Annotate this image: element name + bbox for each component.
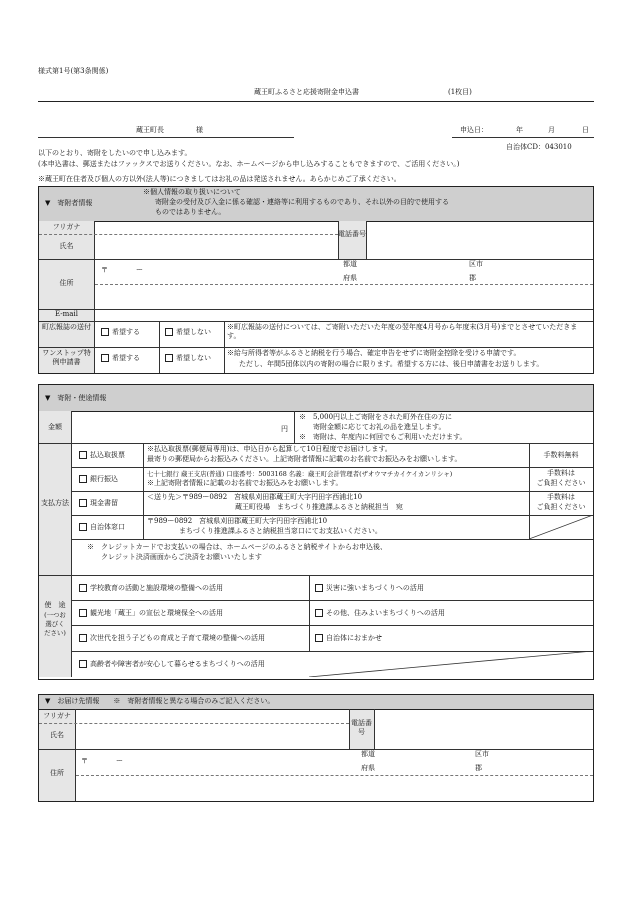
furigana-label: フリガナ [52,223,81,231]
address-todofu: 都道 [343,260,357,268]
checkbox-icon[interactable] [165,354,173,362]
usage-label-4: ださい) [44,629,66,637]
delivery-todofu: 都道 [361,750,375,758]
amount-note-2: 寄附金額に応じてお礼の品を進呈します。 [313,423,446,431]
donation-section [38,384,594,680]
method-desc-1b: 最寄りの郵便局からお振込みください。上記寄附者情報に記載のお名前でお振込みをお願いします。 [147,455,462,463]
delivery-fuken: 府県 [361,764,375,772]
checkbox-icon[interactable] [79,584,87,592]
delivery-gun: 郡 [475,764,482,772]
method-municipal-counter[interactable]: 自治体窓口 [79,523,125,532]
delivery-section [38,694,594,802]
onestop-note-2: ただし、年間5団体以内の寄附の場合に限ります。希望する方には、後日申請書をお送りします。 [239,360,544,368]
newsletter-note: ※町広報誌の送付については、ご寄附いただいた年度の翌年度4月号から年度末(3月号)までとさせていただきます。 [227,323,578,341]
usage-label-3: 選びく [45,620,65,628]
addressee-rule [38,137,294,138]
usage-option-municipality[interactable]: 自治体におまかせ [315,634,382,643]
date-year[interactable]: 年 [516,126,523,134]
furigana-field[interactable] [95,221,337,233]
card-note-1: ※ クレジットカードでお支払いの場合は、ホームページのふるさと納税サイトからお申込後、 [87,543,387,551]
phone-field[interactable] [367,221,593,259]
checkbox-icon[interactable] [315,584,323,592]
delivery-phone-label: 電話番号 [351,719,372,737]
intro-line-1: 以下のとおり、寄附をしたいので申し込みます。 [38,149,192,157]
address-label: 住所 [59,279,74,287]
addressee: 蔵王町長 [136,126,164,134]
checkbox-icon[interactable] [315,609,323,617]
delivery-postal-code[interactable]: 〒 ー [81,757,123,765]
page-indicator: (1枚目) [448,88,472,96]
municipality-code: 自治体CD：043010 [506,143,572,151]
amount-field[interactable] [72,411,292,443]
postal-code[interactable]: 〒 ー [101,266,143,274]
delivery-furigana-field[interactable] [76,709,348,721]
method-desc-4b: まちづくり推進課ふるさと納税担当窓口にてお支払いください。 [179,527,382,535]
onestop-label: ワンストップ特例申請書 [42,349,91,367]
checkbox-icon[interactable] [79,634,87,642]
date-label: 申込日： [460,126,488,134]
address-kushi: 区市 [469,260,483,268]
delivery-kushi: 区市 [475,750,489,758]
donation-header-band [39,385,593,412]
delivery-heading: ▼ お届け先情報 ※ 寄附者情報と異なる場合のみご記入ください。 [45,697,275,705]
phone-label: 電話番号 [338,230,366,238]
checkbox-icon[interactable] [101,328,109,336]
yen-label: 円 [281,425,288,433]
fee-2b: ご負担ください [536,479,586,487]
method-desc-3a: ＜送り先＞〒989ー0892 宮城県刈田郡蔵王町大字円田字西浦北10 [147,493,363,501]
checkbox-icon[interactable] [79,523,87,531]
privacy-text-2: ものではありません。 [155,208,226,216]
privacy-title: ※個人情報の取り扱いについて [143,188,241,196]
usage-option-childcare[interactable]: 次世代を担う子どもの育成と子育て環境の整備への活用 [79,634,265,643]
phone-label-cell [338,221,366,259]
usage-empty-slash [309,651,593,677]
email-label: E-mail [55,310,78,318]
address-gun: 郡 [469,274,476,282]
method-bank-transfer[interactable]: 銀行振込 [79,475,118,484]
method-desc-2a: 七十七銀行 蔵王支店(普通) 口座番号：5003168 名義：蔵王町会計管理者(ザオウマチカイケイカンリシャ) [147,470,453,478]
onestop-note-1: ※給与所得者等がふるさと納税を行う場合、確定申告をせずに寄附金控除を受ける申請です。 [227,349,521,357]
method-registered-cash[interactable]: 現金書留 [79,499,118,508]
amount-note-1: ※ 5,000円以上ご寄附をされた町外在住の方に [299,413,453,421]
delivery-address-label: 住所 [50,769,64,777]
fee-3a: 手数料は [547,493,575,501]
onestop-not-want-option[interactable]: 希望しない [165,354,211,363]
intro-line-2: (本申込書は、郵送またはファックスでお送りください。なお、ホームページから申し込みすることもできますので、ご活用ください。) [38,160,460,168]
address-fuken: 府県 [343,274,357,282]
checkbox-icon[interactable] [79,451,87,459]
amount-note-3: ※ 寄附は、年度内に何回でもご利用いただけます。 [299,433,467,441]
usage-label-2: (一つお [44,611,66,619]
delivery-name-field[interactable] [76,724,348,748]
method-desc-1a: ※払込取扱票(郵便局専用)は、申込日から起算して10日程度でお届けします。 [147,445,392,453]
donor-heading: ▼ 寄附者情報 [45,199,93,207]
newsletter-label: 町広報誌の送付 [42,323,91,331]
donation-heading: ▼ 寄附・使途情報 [45,394,107,402]
date-day[interactable]: 日 [582,126,589,134]
payment-label: 支払方法 [41,499,69,507]
checkbox-icon[interactable] [101,354,109,362]
onestop-want-option[interactable]: 希望する [101,354,140,363]
date-rule [452,137,594,138]
form-number: 様式第1号(第3条関係) [38,67,109,75]
method-desc-4a: 〒989ー0892 宮城県刈田郡蔵王町大字円田字西浦北10 [147,517,328,525]
delivery-address-field[interactable] [76,776,593,800]
form-title: 蔵王町ふるさと応援寄附金申込書 [254,88,359,96]
checkbox-icon[interactable] [315,634,323,642]
usage-option-education[interactable]: 学校教育の活動と施設環境の整備への活用 [79,584,223,593]
fee-2a: 手数料は [547,469,575,477]
usage-option-disaster[interactable]: 災害に強いまちづくりへの活用 [315,584,424,593]
method-desc-2b: ※上記寄附者情報に記載のお名前でお振込みをお願いします。 [147,479,343,487]
fee-3b: ご負担ください [536,503,586,511]
email-field[interactable] [95,310,593,320]
intro-line-3: ※蔵王町在住者及び個人の方以外(法人等)につきましてはお礼の品は発送されません。あらかじめご了承ください。 [38,175,401,183]
usage-option-other[interactable]: その他、住みよいまちづくりへの活用 [315,609,445,618]
name-label: 氏名 [59,242,74,250]
newsletter-not-want-option[interactable]: 希望しない [165,328,211,337]
donor-section [38,186,594,374]
delivery-furigana-label: フリガナ [43,712,71,720]
usage-option-tourism[interactable]: 観光地「蔵王」の宣伝と環境保全への活用 [79,609,223,618]
date-month[interactable]: 月 [548,126,555,134]
privacy-text-1: 寄附金の受付及び入金に係る確認・連絡等に利用するものであり、それ以外の目的で使用する [155,198,449,206]
address-field[interactable] [95,285,593,309]
usage-label-1: 使 途 [44,601,66,609]
delivery-phone-field[interactable] [375,709,593,749]
name-field[interactable] [95,235,337,258]
fee-not-applicable-slash [529,515,593,539]
method-desc-3b: 蔵王町役場 まちづくり推進課ふるさと納税担当 宛 [235,503,403,511]
checkbox-icon[interactable] [79,499,87,507]
title-rule [38,101,594,102]
usage-option-elderly[interactable]: 高齢者や障害者が安心して暮らせるまちづくりへの活用 [79,660,265,669]
method-postal-transfer[interactable]: 払込取扱票 [79,451,125,460]
checkbox-icon[interactable] [165,328,173,336]
delivery-name-label: 氏名 [50,731,64,739]
newsletter-want-option[interactable]: 希望する [101,328,140,337]
checkbox-icon[interactable] [79,609,87,617]
card-note-2: クレジット決済画面からご決済をお願いいたします [101,553,262,561]
fee-1: 手数料無料 [543,451,579,459]
checkbox-icon[interactable] [79,660,87,668]
amount-label: 金額 [48,423,62,431]
addressee-sama: 様 [196,126,203,134]
checkbox-icon[interactable] [79,475,87,483]
